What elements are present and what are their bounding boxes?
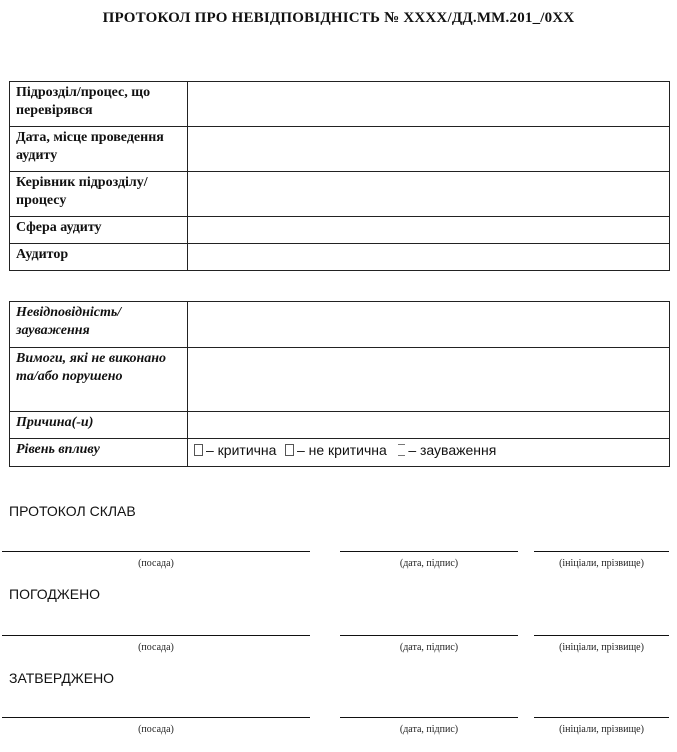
- requirements-field[interactable]: [188, 348, 670, 412]
- table-row: [10, 302, 670, 348]
- table-row: [10, 439, 670, 467]
- date-signature-line[interactable]: [340, 717, 518, 718]
- table-row: [10, 412, 670, 439]
- position-signature-line[interactable]: [2, 635, 310, 636]
- impact-option-remark[interactable]: [395, 442, 496, 458]
- page-title: ПРОТОКОЛ ПРО НЕВІДПОВІДНІСТЬ № XXXX/ДД.ММ.201_/0XX: [102, 10, 575, 26]
- name-signature-line[interactable]: [534, 551, 669, 552]
- unit-process-field[interactable]: [187, 82, 669, 127]
- section-heading-approved: ЗАТВЕРДЖЕНО: [9, 670, 115, 686]
- section-heading-compiled: ПРОТОКОЛ СКЛАВ: [9, 503, 136, 519]
- date-caption: (дата, підпис): [399, 558, 459, 569]
- nonconformity-field[interactable]: [188, 302, 670, 348]
- row-label: Дата, місце проведення аудиту: [10, 127, 188, 172]
- row-label: Керівник підрозділу/ процесу: [10, 172, 188, 217]
- position-caption: (посада): [138, 558, 174, 569]
- table-row: [10, 127, 670, 172]
- impact-option-critical[interactable]: [194, 442, 276, 458]
- impact-level-options: [188, 439, 670, 467]
- table-row: [10, 82, 670, 127]
- auditor-field[interactable]: [187, 244, 669, 271]
- date-signature-line[interactable]: [340, 635, 518, 636]
- row-label: Аудитор: [10, 244, 188, 271]
- position-caption: (посада): [138, 724, 174, 735]
- name-caption: (ініціали, прізвище): [559, 642, 644, 653]
- section-heading-agreed: ПОГОДЖЕНО: [9, 586, 101, 602]
- table-row: [10, 217, 670, 244]
- row-label: Невідповідність/ зауваження: [10, 302, 188, 348]
- name-caption: (ініціали, прізвище): [559, 724, 644, 735]
- name-caption: (ініціали, прізвище): [559, 558, 644, 569]
- table-row: [10, 348, 670, 412]
- position-signature-line[interactable]: [2, 717, 310, 718]
- checkbox-icon[interactable]: [285, 444, 294, 456]
- position-caption: (посада): [138, 642, 174, 653]
- position-signature-line[interactable]: [2, 551, 310, 552]
- cause-field[interactable]: [188, 412, 670, 439]
- row-label: Підрозділ/процес, що перевірявся: [10, 82, 188, 127]
- table-row: [10, 244, 670, 271]
- audit-date-place-field[interactable]: [187, 127, 669, 172]
- impact-option-label: – не критична: [296, 442, 387, 458]
- date-caption: (дата, підпис): [399, 724, 459, 735]
- name-signature-line[interactable]: [534, 717, 669, 718]
- row-label: Сфера аудиту: [10, 217, 188, 244]
- checkbox-icon[interactable]: [398, 444, 405, 456]
- row-label: Причина(-и): [10, 412, 188, 439]
- date-caption: (дата, підпис): [399, 642, 459, 653]
- audit-scope-field[interactable]: [187, 217, 669, 244]
- impact-option-noncritical[interactable]: [285, 442, 387, 458]
- table-row: [10, 172, 670, 217]
- finding-table: [9, 301, 670, 467]
- row-label: Вимоги, які не виконано та/або порушено: [10, 348, 188, 412]
- impact-option-label: – критична: [206, 442, 277, 458]
- audit-info-table: [9, 81, 670, 271]
- date-signature-line[interactable]: [340, 551, 518, 552]
- checkbox-icon[interactable]: [194, 444, 203, 456]
- unit-head-field[interactable]: [187, 172, 669, 217]
- impact-option-label: – зауваження: [408, 442, 497, 458]
- row-label: Рівень впливу: [10, 439, 188, 467]
- name-signature-line[interactable]: [534, 635, 669, 636]
